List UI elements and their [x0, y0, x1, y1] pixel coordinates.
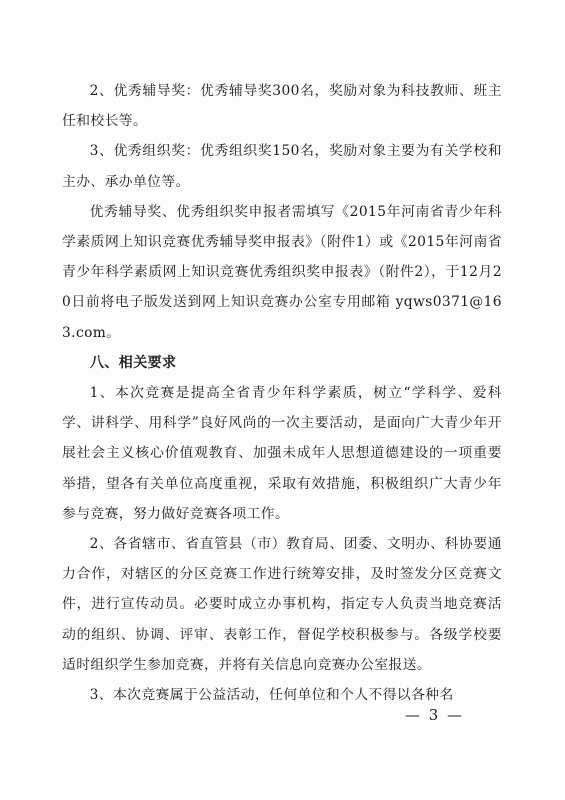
paragraph-requirement-2: 2、各省辖市、省直管县（市）教育局、团委、文明办、科协要通力合作，对辖区的分区竞赛工作进行统筹安排，及时签发分区竞赛文件，进行宣传动员。必要时成立办事机构，指定专人负责当地竞赛活动的组织、协调、评审、表彰工作，督促学校积极参与。各级学校要适时组织学生参加竞赛，并将有关信息向竞赛办公室报送。 [62, 536, 502, 673]
paragraph-award-application: 优秀辅导奖、优秀组织奖申报者需填写《2015年河南省青少年科学素质网上知识竞赛优秀辅导奖申报表》（附件1）或《2015年河南省青少年科学素质网上知识竞赛优秀组织奖申报表》（附件2），于12月20日前将电子版发送到网上知识竞赛办公室专用邮箱 yqws0371@163.com。 [62, 203, 502, 341]
page-number: — 3 — [405, 706, 465, 724]
paragraph-requirement-3: 3、本次竞赛属于公益活动，任何单位和个人不得以各种名 [89, 687, 454, 704]
paragraph-requirement-1: 1、本次竞赛是提高全省青少年科学素质，树立“学科学、爱科学、讲科学、用科学”良好风尚的一次主要活动，是面向广大青少年开展社会主义核心价值观教育、加强未成年人思想道德建设的一项重要举措，望各有关单位高度重视，采取有效措施，积极组织广大青少年参与竞赛，努力做好竞赛各项工作。 [62, 385, 502, 522]
document-body [62, 76, 502, 710]
section-heading-requirements: 八、相关要求 [90, 354, 177, 371]
paragraph-award-organization: 3、优秀组织奖：优秀组织奖150名，奖励对象主要为有关学校和主办、承办单位等。 [62, 143, 502, 190]
paragraph-award-counselor: 2、优秀辅导奖：优秀辅导奖300名，奖励对象为科技教师、班主任和校长等。 [62, 83, 502, 130]
